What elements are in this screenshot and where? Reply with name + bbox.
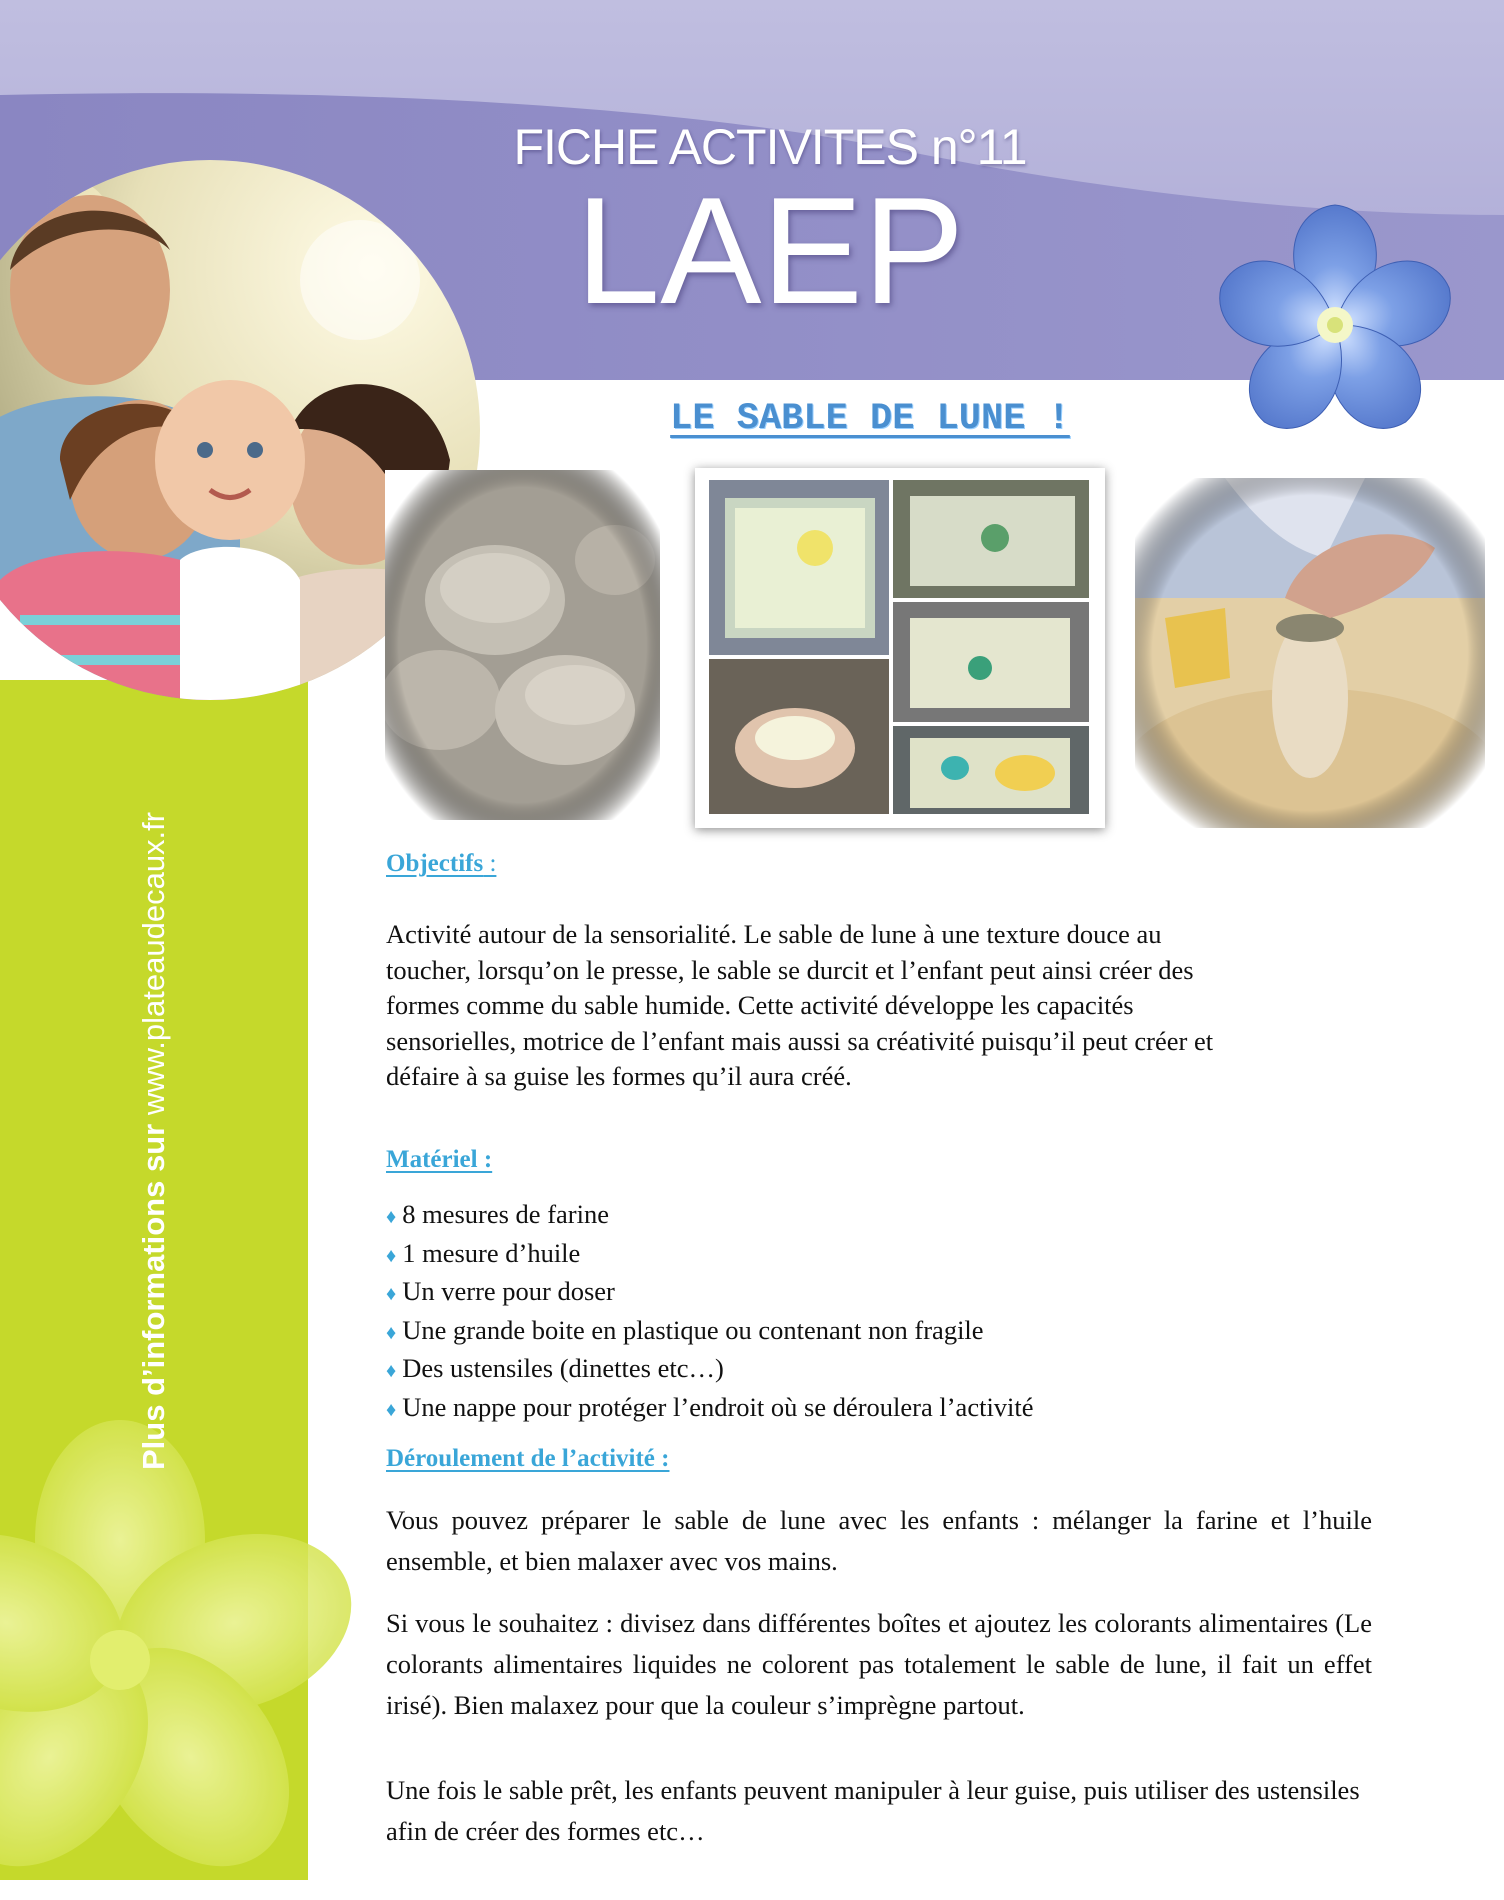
list-item-text: Des ustensiles (dinettes etc…)	[402, 1353, 724, 1383]
deroulement-paragraph-1: Vous pouvez préparer le sable de lune avec les enfants : mélanger la farine et l’huile ensemble, et bien malaxer avec vos mains.	[386, 1505, 1372, 1576]
list-item-text: Un verre pour doser	[402, 1276, 615, 1306]
blue-flower-icon	[1195, 195, 1475, 475]
objectifs-line: Activité autour de la sensorialité. Le sable de lune à une texture douce au	[386, 919, 1162, 949]
sidebar-text-prefix: Plus d’informations sur	[136, 1115, 171, 1470]
list-item	[386, 1351, 1034, 1390]
list-item	[386, 1274, 1034, 1313]
diamond-bullet-icon: ♦	[386, 1360, 397, 1382]
list-item	[386, 1390, 1034, 1429]
green-flower-decoration	[0, 1420, 360, 1900]
children-playing-sand-collage	[695, 468, 1105, 828]
deroulement-paragraph-3: Une fois le sable prêt, les enfants peuvent manipuler à leur guise, puis utiliser des ustensiles afin de créer des formes etc…	[386, 1775, 1360, 1846]
laep-title: LAEP	[575, 166, 965, 336]
objectifs-line: sensorielles, motrice de l’enfant mais aussi sa créativité puisqu’il peut créer et	[386, 1025, 1214, 1056]
objectifs-line: toucher, lorsqu’on le presse, le sable se durcit et l’enfant peut ainsi créer des	[386, 954, 1194, 985]
diamond-bullet-icon: ♦	[386, 1283, 397, 1305]
objectifs-heading-colon: :	[483, 850, 497, 877]
objectifs-heading-text: Objectifs	[386, 850, 484, 877]
sheet-number-title: FICHE ACTIVITES n°11	[513, 119, 1027, 175]
diamond-bullet-icon: ♦	[386, 1244, 397, 1267]
diamond-bullet-icon: ♦	[386, 1398, 397, 1421]
list-item-text: 8 mesures de farine	[402, 1199, 609, 1229]
activity-title: LE SABLE DE LUNE !	[670, 398, 1070, 440]
deroulement-heading: Déroulement de l’activité :	[386, 1445, 670, 1472]
hand-shaping-sand-photo	[1135, 478, 1485, 828]
materiel-heading: Matériel :	[386, 1146, 493, 1173]
list-item	[386, 1236, 1034, 1275]
deroulement-paragraph-2: Si vous le souhaitez : divisez dans différentes boîtes et ajoutez les colorants alimentaires (Le colorants alimentaires liquides ne colorent pas totalement le sable de lune, il fait un effet irisé). Bien malaxez pour que la couleur s’imprègne partout.	[386, 1608, 1372, 1720]
objectifs-text	[386, 917, 1386, 1095]
list-item	[386, 1313, 1034, 1352]
list-item	[386, 1197, 1034, 1236]
objectifs-line: défaire à sa guise les formes qu’il aura créé.	[386, 1061, 852, 1091]
materiel-list	[386, 1197, 1034, 1428]
website-link[interactable]: www.plateaudecaux.fr	[136, 811, 171, 1116]
objectifs-line: formes comme du sable humide. Cette activité développe les capacités	[386, 990, 1134, 1020]
sidebar-website-text	[136, 812, 172, 1470]
diamond-bullet-icon: ♦	[386, 1206, 397, 1228]
list-item-text: 1 mesure d’huile	[402, 1237, 581, 1268]
sand-molds-photo	[385, 470, 660, 820]
list-item-text: Une nappe pour protéger l’endroit où se déroulera l’activité	[402, 1391, 1034, 1422]
list-item-text: Une grande boite en plastique ou contenant non fragile	[402, 1314, 984, 1345]
diamond-bullet-icon: ♦	[386, 1321, 397, 1344]
objectifs-heading	[386, 850, 496, 878]
